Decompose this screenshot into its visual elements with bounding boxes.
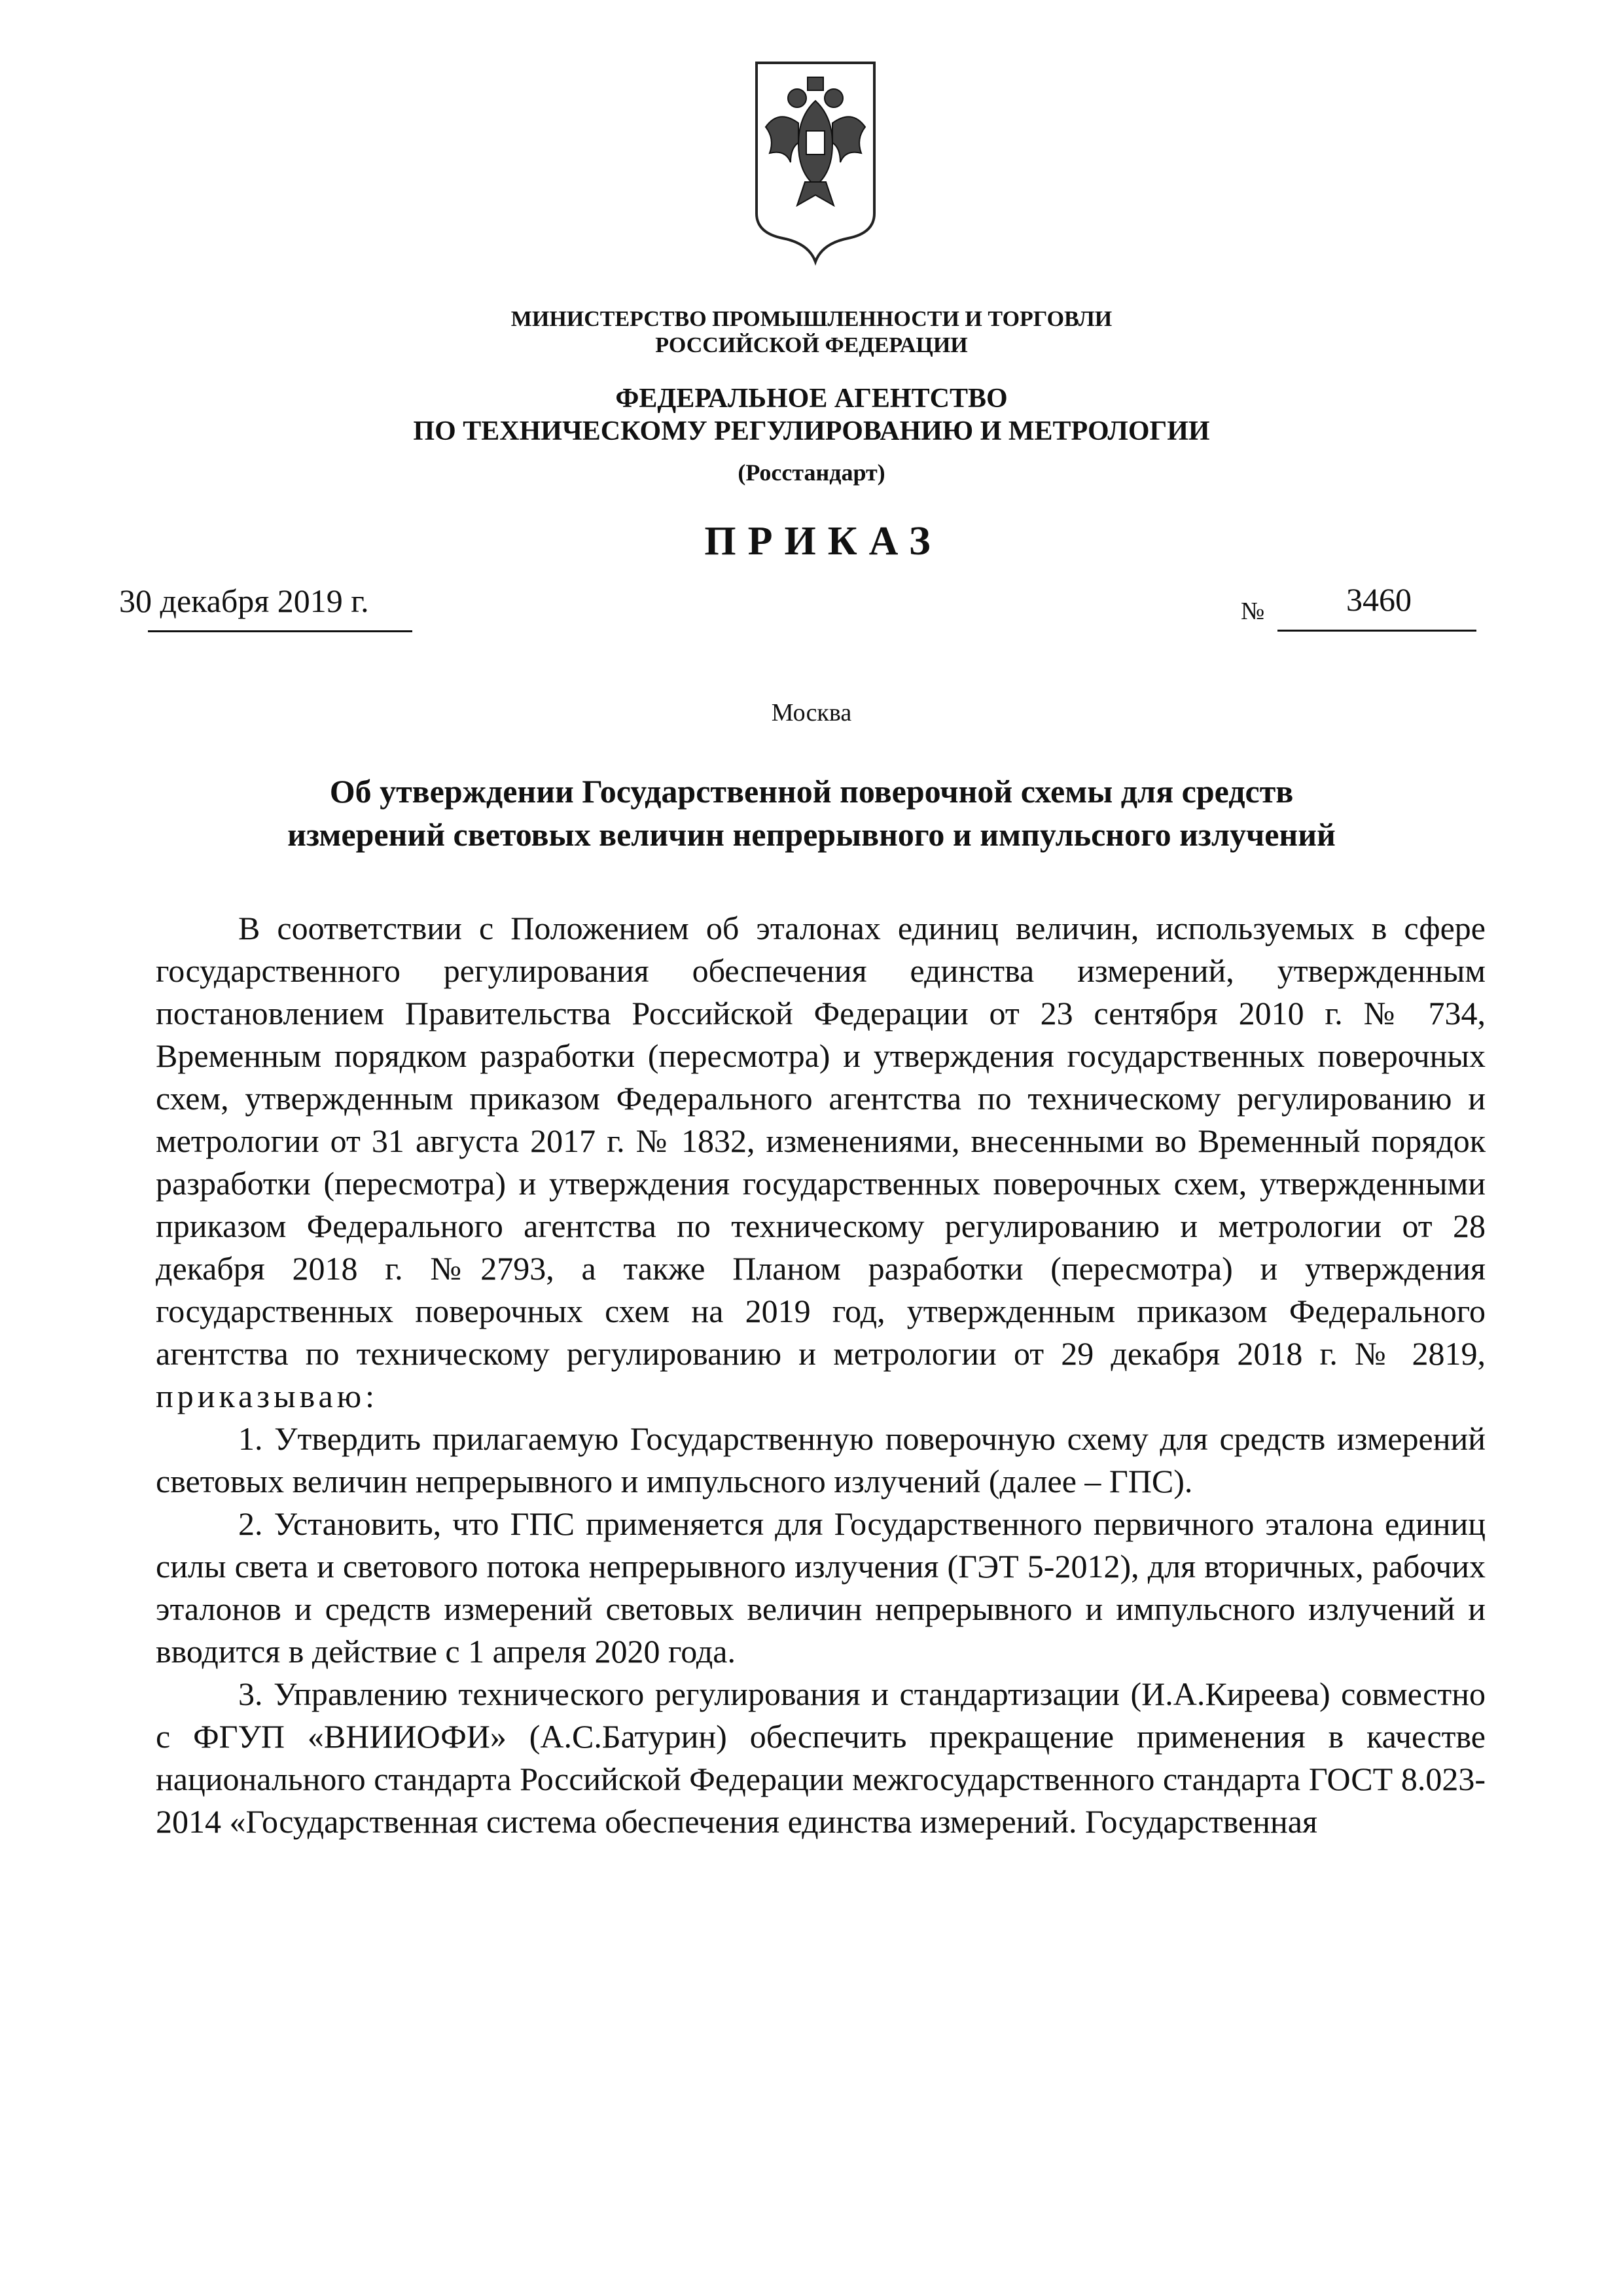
- ministry-line-2: РОССИЙСКОЙ ФЕДЕРАЦИИ: [655, 333, 968, 357]
- agency-name: [0, 382, 1623, 448]
- title-line-1: Об утверждении Государственной поверочной схемы для средств: [329, 773, 1294, 810]
- date-underline: [148, 630, 412, 632]
- item-1-paragraph: 1. Утвердить прилагаемую Государственную поверочную схему для средств измерений световых величин непрерывного и импульсного излучений (далее – ГПС).: [156, 1420, 1486, 1499]
- item-2-paragraph: 2. Установить, что ГПС применяется для Государственного первичного эталона единиц силы света и светового потока непрерывного излучения (ГЭТ 5-2012), для вторичных, рабочих эталонов и средств измерений световых величин непрерывного и импульсного излучений и вводится в действие с 1 апреля 2020 года.: [156, 1505, 1486, 1670]
- order-word: приказываю:: [156, 1378, 378, 1414]
- agency-line-2: ПО ТЕХНИЧЕСКОМУ РЕГУЛИРОВАНИЮ И МЕТРОЛОГИИ: [413, 416, 1210, 446]
- agency-line-1: ФЕДЕРАЛЬНОЕ АГЕНТСТВО: [615, 384, 1008, 414]
- title-line-2: измерений световых величин непрерывного и импульсного излучений: [287, 816, 1336, 853]
- state-emblem: [750, 58, 881, 267]
- document-type: ПРИКАЗ: [704, 519, 942, 564]
- issue-city: Москва: [771, 699, 852, 726]
- agency-short-name: (Росстандарт): [738, 459, 885, 486]
- order-title: [157, 770, 1466, 856]
- order-number: 3460: [1346, 581, 1412, 618]
- preamble-text: В соответствии с Положением об эталонах единиц величин, используемых в сфере государственного регулирования обеспечения единства измерений, утвержденным постановлением Правительства Российской Федерации от 23 сентября 2010 г. № 734, Временным порядком разработки (пересмотра) и утверждения государственных поверочных схем, утвержденным приказом Федерального агентства по техническому регулированию и метрологии от 31 августа 2017 г. № 1832, изменениями, внесенными во Временный порядок разработки (пересмотра) и утверждения государственных поверочных схем, утвержденными приказом Федерального агентства по техническому регулированию и метрологии от 28 декабря 2018 г. №2793, а также Планом разработки (пересмотра) и утверждения государственных поверочных схем на 2019 год, утвержденным приказом Федерального агентства по техническому регулированию и метрологии от 29 декабря 2018 г. № 2819,: [156, 910, 1486, 1372]
- order-date: 30 декабря 2019 г.: [119, 583, 369, 619]
- number-underline: [1277, 630, 1476, 632]
- ministry-name: [0, 306, 1623, 359]
- ministry-line-1: МИНИСТЕРСТВО ПРОМЫШЛЕННОСТИ И ТОРГОВЛИ: [510, 307, 1113, 331]
- preamble-paragraph: [156, 907, 1486, 1418]
- number-sign: №: [1241, 598, 1265, 625]
- order-body: [156, 907, 1486, 1843]
- item-3-paragraph: 3. Управлению технического регулирования и стандартизации (И.А.Киреева) совместно с ФГУП «ВНИИОФИ» (А.С.Батурин) обеспечить прекращение применения в качестве национального стандарта Российской Федерации межгосударственного стандарта ГОСТ 8.023-2014 «Государственная система обеспечения единства измерений. Государственная: [156, 1676, 1486, 1840]
